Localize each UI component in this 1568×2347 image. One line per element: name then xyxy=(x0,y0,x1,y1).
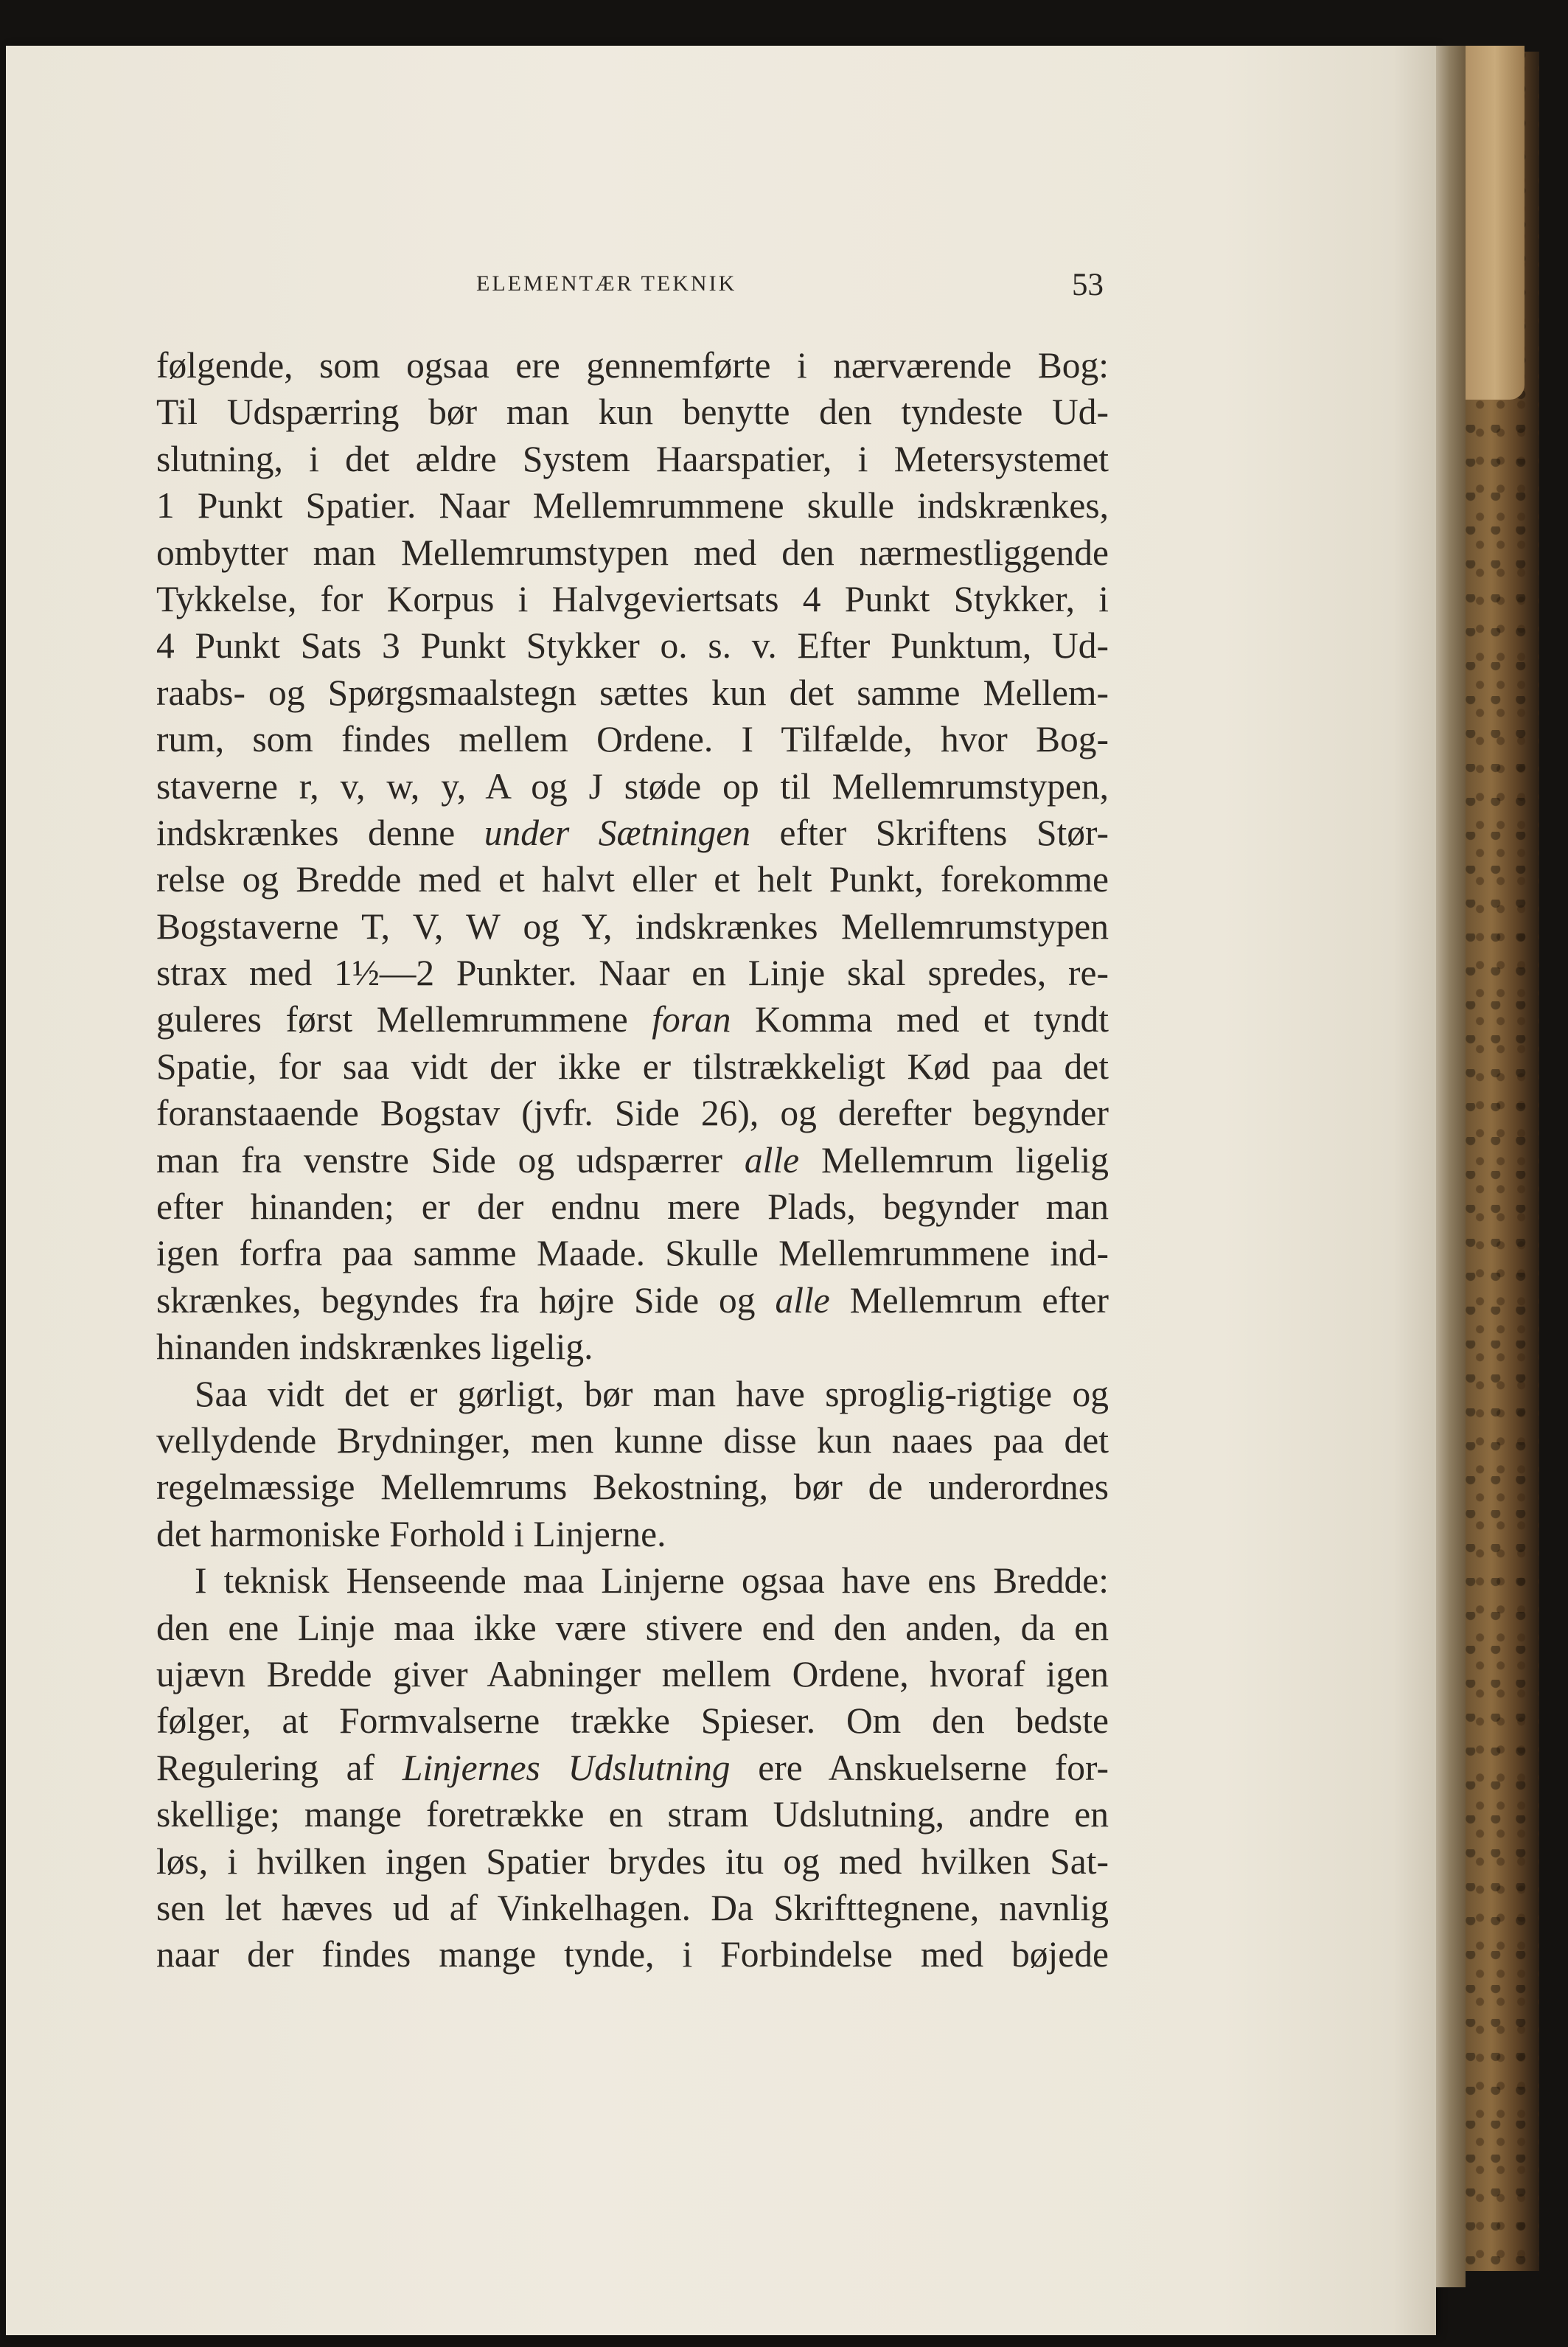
body-text xyxy=(156,342,1109,1978)
text-line: den ene Linje maa ikke være stivere end den anden, da en xyxy=(156,1607,1109,1648)
text-run: indskrænkes denne xyxy=(156,812,484,853)
running-head: ELEMENTÆR TEKNIK xyxy=(476,271,737,296)
text-run: guleres først Mellemrummene xyxy=(156,999,652,1040)
text-run: Regulering af xyxy=(156,1747,403,1788)
page-edge xyxy=(1436,46,1466,2287)
text-line-last: hinanden indskrænkes ligelig. xyxy=(156,1327,593,1368)
cover-corner xyxy=(1466,46,1525,400)
text-run: ere Anskuelserne for- xyxy=(730,1747,1109,1788)
text-line: regelmæssige Mellemrums Bekostning, bør de underordnes xyxy=(156,1467,1109,1508)
text-line: Til Udspærring bør man kun benytte den tyndeste Ud- xyxy=(156,392,1109,433)
text-line: følgende, som ogsaa ere gennemførte i nærværende Bog: xyxy=(156,345,1109,386)
text-run: Mellemrum ligelig xyxy=(799,1139,1109,1181)
text-line: løs, i hvilken ingen Spatier brydes itu og med hvilken Sat- xyxy=(156,1840,1109,1882)
text-line: vellydende Brydninger, men kunne disse kun naaes paa det xyxy=(156,1419,1109,1461)
text-line: ombytter man Mellemrumstypen med den nærmestliggende xyxy=(156,532,1109,573)
text-line: slutning, i det ældre System Haarspatier, i Metersystemet xyxy=(156,438,1109,479)
text-line: raabs- og Spørgsmaalstegn sættes kun det samme Mellem- xyxy=(156,672,1109,713)
text-line: Bogstaverne T, V, W og Y, indskrænkes Mellemrumstypen xyxy=(156,905,1109,947)
text-run: man fra venstre Side og udspærrer xyxy=(156,1139,745,1181)
text-line: Tykkelse, for Korpus i Halvgeviertsats 4 Punkt Stykker, i xyxy=(156,578,1109,619)
italic-term: alle xyxy=(744,1139,800,1181)
italic-term: alle xyxy=(775,1279,830,1321)
text-line-with-italic xyxy=(156,1137,1109,1183)
text-line: skellige; mange foretrække en stram Udslutning, andre en xyxy=(156,1794,1109,1835)
paragraph-first-line: I teknisk Henseende maa Linjerne ogsaa have ens Bredde: xyxy=(195,1560,1109,1602)
text-run: Komma med et tyndt xyxy=(731,999,1109,1040)
text-line: relse og Bredde med et halvt eller et helt Punkt, forekomme xyxy=(156,859,1109,900)
text-line: Spatie, for saa vidt der ikke er tilstrækkeligt Kød paa det xyxy=(156,1046,1109,1087)
text-line-with-italic xyxy=(156,810,1109,856)
text-line: 4 Punkt Sats 3 Punkt Stykker o. s. v. Efter Punktum, Ud- xyxy=(156,625,1109,667)
italic-term: Linjernes Udslutning xyxy=(402,1747,731,1788)
text-line-last: det harmoniske Forhold i Linjerne. xyxy=(156,1513,666,1554)
text-line: sen let hæves ud af Vinkelhagen. Da Skrifttegnene, navnlig xyxy=(156,1887,1109,1928)
text-line: rum, som findes mellem Ordene. I Tilfælde, hvor Bog- xyxy=(156,719,1109,760)
text-line: staverne r, v, w, y, A og J støde op til Mellemrumstypen, xyxy=(156,765,1109,807)
text-line: følger, at Formvalserne trække Spieser. Om den bedste xyxy=(156,1700,1109,1742)
paragraph-first-line: Saa vidt det er gørligt, bør man have sproglig-rigtige og xyxy=(195,1373,1109,1414)
text-run: efter Skriftens Stør- xyxy=(750,812,1109,853)
text-line: naar der findes mange tynde, i Forbindelse med bøjede xyxy=(156,1934,1109,1975)
text-run: Mellemrum efter xyxy=(829,1279,1109,1321)
text-run: skrænkes, begyndes fra højre Side og xyxy=(156,1279,776,1321)
text-line-with-italic xyxy=(156,1745,1109,1791)
text-line: 1 Punkt Spatier. Naar Mellemrummene skulle indskrænkes, xyxy=(156,485,1109,526)
text-line: ujævn Bredde giver Aabninger mellem Ordene, hvoraf igen xyxy=(156,1653,1109,1694)
text-line: strax med 1½—2 Punkter. Naar en Linje skal spredes, re- xyxy=(156,953,1109,994)
text-line: igen forfra paa samme Maade. Skulle Mellemrummene ind- xyxy=(156,1233,1109,1274)
text-line-with-italic xyxy=(156,996,1109,1043)
page-number: 53 xyxy=(1072,268,1104,302)
text-line: foranstaaende Bogstav (jvfr. Side 26), og derefter begynder xyxy=(156,1093,1109,1134)
italic-term: under Sætningen xyxy=(484,812,750,853)
italic-term: foran xyxy=(652,999,731,1040)
text-line-with-italic xyxy=(156,1277,1109,1324)
text-line: efter hinanden; er der endnu mere Plads, begynder man xyxy=(156,1186,1109,1228)
